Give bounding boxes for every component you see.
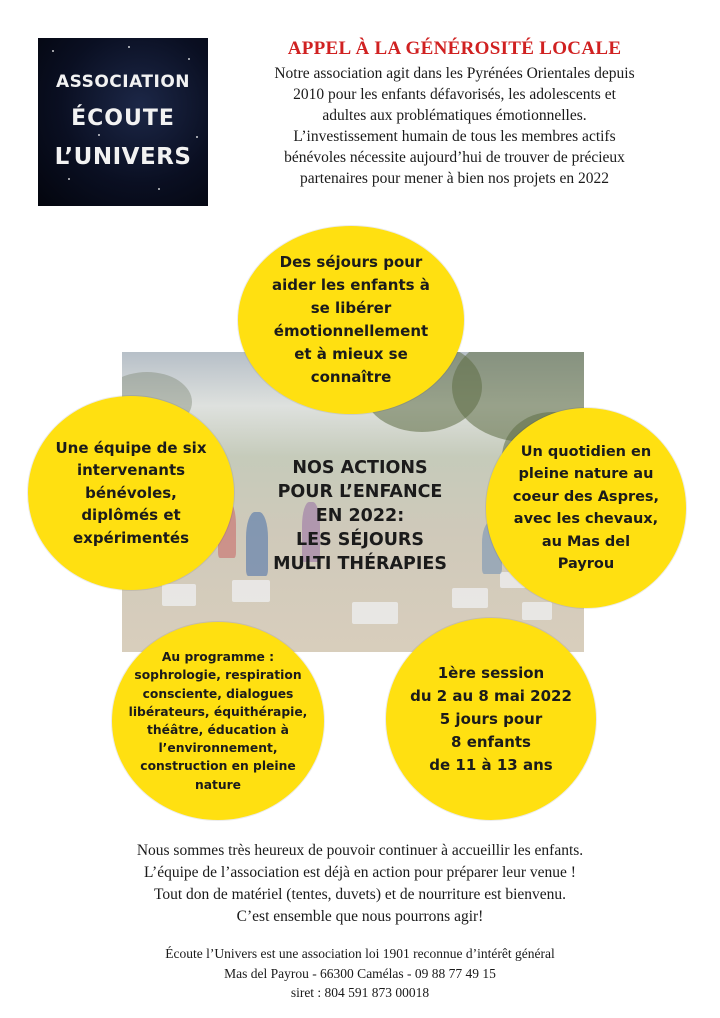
circle-text-line: Au programme : — [161, 650, 275, 665]
circle-quotidien — [486, 408, 686, 608]
center-title — [244, 456, 476, 576]
circle-text-line: expérimentés — [72, 528, 190, 547]
circle-text-line: et à mieux se — [294, 345, 408, 363]
intro-line: Notre association agit dans les Pyrénées Orientales depuis — [274, 65, 635, 82]
circle-text-line: avec les chevaux, — [513, 511, 659, 527]
circle-text-line: connaître — [310, 368, 392, 386]
logo-line-association: ASSOCIATION — [55, 72, 191, 92]
circle-text-line: Une équipe de six — [55, 438, 207, 457]
circle-text-line: bénévoles, — [85, 483, 177, 502]
intro-line: adultes aux problématiques émotionnelles. — [322, 107, 587, 124]
circle-text-line: Des séjours pour — [279, 253, 423, 271]
circle-text-line: du 2 au 8 mai 2022 — [410, 686, 572, 705]
association-logo — [38, 38, 208, 206]
circle-text-line: sophrologie, respiration — [134, 668, 302, 683]
logo-line-ecoute: ÉCOUTE — [71, 106, 175, 131]
logo-line-univers: L’UNIVERS — [54, 144, 192, 170]
circle-text-line: se libérer — [310, 299, 392, 317]
closing-message — [40, 840, 680, 928]
circle-text-line: nature — [194, 777, 242, 792]
closing-line: Tout don de matériel (tentes, duvets) et de nourriture est bienvenu. — [153, 886, 567, 903]
page-title: APPEL À LA GÉNÉROSITÉ LOCALE — [287, 38, 622, 59]
circle-text-line: pleine nature au — [518, 466, 654, 482]
center-title-line: EN 2022: — [315, 506, 405, 526]
intro-line: 2010 pour les enfants défavorisés, les adolescents et — [293, 86, 616, 103]
intro-line: partenaires pour mener à bien nos projets en 2022 — [299, 170, 610, 187]
circle-text-line: émotionnellement — [273, 322, 429, 340]
closing-line: L’équipe de l’association est déjà en action pour préparer leur venue ! — [144, 864, 576, 881]
circle-text-line: Payrou — [557, 556, 615, 572]
center-title-line: LES SÉJOURS — [295, 530, 425, 550]
circle-text-line: Un quotidien en — [520, 443, 652, 460]
header-intro — [222, 63, 687, 189]
circle-programme — [112, 622, 324, 820]
center-title-line: NOS ACTIONS — [292, 458, 428, 478]
center-title-line: MULTI THÉRAPIES — [273, 554, 447, 574]
circle-sejours — [238, 226, 464, 414]
info-line: siret : 804 591 873 00018 — [290, 985, 430, 1000]
center-title-line: POUR L’ENFANCE — [277, 482, 443, 502]
circle-text-line: 8 enfants — [451, 732, 531, 751]
circle-text-line: diplômés et — [81, 506, 181, 525]
header — [222, 38, 687, 189]
intro-line: bénévoles nécessite aujourd’hui de trouver de précieux — [284, 149, 625, 166]
circle-text-line: aider les enfants à — [272, 276, 430, 294]
circle-text-line: l’environnement, — [158, 741, 278, 756]
info-line: Mas del Payrou - 66300 Camélas - 09 88 77 49 15 — [224, 965, 496, 981]
circle-text-line: libérateurs, équithérapie, — [128, 704, 308, 719]
association-info — [40, 944, 680, 1003]
circle-text-line: au Mas del — [541, 533, 631, 550]
circle-equipe — [28, 396, 234, 590]
circle-text-line: construction en pleine — [140, 759, 296, 774]
circle-text-line: coeur des Aspres, — [512, 488, 660, 505]
closing-line: C’est ensemble que nous pourrons agir! — [236, 908, 484, 925]
circle-text-line: de 11 à 13 ans — [429, 755, 553, 774]
circle-text-line: consciente, dialogues — [142, 686, 294, 701]
circle-session — [386, 618, 596, 820]
circle-text-line: 1ère session — [437, 663, 545, 682]
circle-text-line: 5 jours pour — [439, 709, 543, 728]
info-line: Écoute l’Univers est une association loi 1901 reconnue d’intérêt général — [165, 946, 555, 961]
circle-text-line: intervenants — [76, 461, 186, 480]
closing-line: Nous sommes très heureux de pouvoir continuer à accueillir les enfants. — [136, 842, 584, 859]
intro-line: L’investissement humain de tous les membres actifs — [293, 128, 616, 145]
circle-text-line: théâtre, éducation à — [147, 723, 289, 737]
